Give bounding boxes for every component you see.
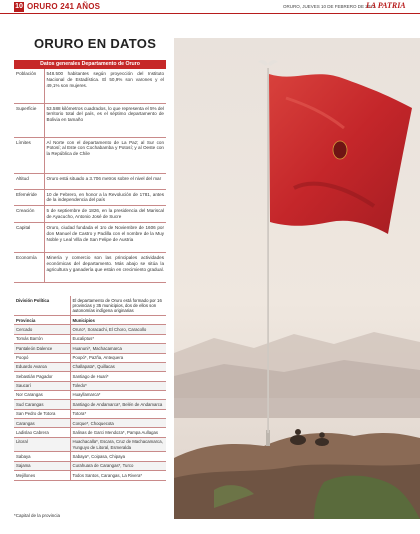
table-row: [14, 103, 166, 137]
table-row: [14, 253, 166, 283]
general-data-caption: Datos generales Departamento de Oruro: [14, 60, 166, 69]
row-value: 5 de septiembre de 1826, en la presidencia del Mariscal de Ayacucho, Antonio José de Sucre: [44, 206, 166, 223]
province-name: Sud Carangas: [14, 400, 70, 409]
table-row: [14, 223, 166, 253]
table-row: [14, 137, 166, 173]
division-label: División Política: [14, 296, 70, 316]
table-row: [14, 372, 166, 381]
division-header-row: [14, 316, 166, 325]
table-row: [14, 325, 166, 334]
section-title: ORURO 241 AÑOS: [27, 2, 101, 11]
division-intro-row: [14, 296, 166, 316]
table-row: [14, 471, 166, 480]
row-value: 548.500 habitantes según proyección del Instituto Nacional de Estadística. El 50,9% son varones y el 49,1% son mujeres.: [44, 69, 166, 103]
seated-person-head: [295, 429, 301, 435]
table-row: [14, 334, 166, 343]
province-name: Poopó: [14, 353, 70, 362]
table-row: [14, 344, 166, 353]
province-name: Sabaya: [14, 452, 70, 461]
municipalities-list: Curahuara de Carangas*, Turco: [70, 461, 166, 470]
table-row: [14, 69, 166, 103]
table-row: [14, 206, 166, 223]
row-label: Economía: [14, 253, 44, 283]
row-value: Oruro, ciudad fundada el 1ro de Noviembre de 1606 por don Manuel de Castro y Padilla con el nombre de la Muy Noble y Leal Villa de San Felipe de Austria: [44, 223, 166, 253]
table-row: [14, 173, 166, 189]
municipalities-list: Toledo*: [70, 381, 166, 390]
municipalities-list: Challapata*, Quillacas: [70, 362, 166, 371]
general-data-table: [14, 60, 166, 283]
table-row: [14, 452, 166, 461]
table-row: [14, 400, 166, 409]
table-row: [14, 381, 166, 390]
province-name: Litoral: [14, 437, 70, 452]
province-name: Ladislao Cabrera: [14, 428, 70, 437]
municipalities-list: Corque*, Choquecota: [70, 419, 166, 428]
municipalities-list: Sabaya*, Coipasa, Chipaya: [70, 452, 166, 461]
municipalities-list: Oruro*, Soracachi, El Choro, Caracollo: [70, 325, 166, 334]
table-row: [14, 428, 166, 437]
row-label: Altitud: [14, 173, 44, 189]
municipalities-list: Todos Santos, Carangas, La Rivera*: [70, 471, 166, 480]
municipalities-list: Poopó*, Pazña, Antequera: [70, 353, 166, 362]
municipalities-list: Huayllamarca*: [70, 390, 166, 399]
province-name: Saucarí: [14, 381, 70, 390]
municipalities-list: Salinas de Garci Mendoza*, Pampa Aullagas: [70, 428, 166, 437]
province-name: Carangas: [14, 419, 70, 428]
row-value: 10 de Febrero, en honor a la Revolución de 1781, antes de la independencia del país: [44, 189, 166, 206]
page-number: 10: [15, 3, 23, 10]
province-name: Tomás Barrón: [14, 334, 70, 343]
row-value: Minería y comercio son las principales actividades económicas del departamento. Más abajo se sitúa la agricultura y ganadería que están en crecimiento gradual.: [44, 253, 166, 283]
flag-photo: [174, 38, 420, 519]
province-name: San Pedro de Totora: [14, 409, 70, 418]
province-name: Sebastián Pagador: [14, 372, 70, 381]
province-name: Cercado: [14, 325, 70, 334]
province-name: Sajama: [14, 461, 70, 470]
municipalities-list: Eucaliptus*: [70, 334, 166, 343]
table-row: [14, 409, 166, 418]
row-label: Superficie: [14, 103, 44, 137]
flag-photo-illustration: [174, 38, 420, 519]
municipalities-column-header: Municipios: [70, 316, 166, 325]
row-label: Capital: [14, 223, 44, 253]
seated-person: [290, 435, 306, 445]
table-row: [14, 189, 166, 206]
seated-person: [315, 438, 329, 446]
municipalities-list: Santiago de Andamarca*, Belén de Andamarca: [70, 400, 166, 409]
province-name: Eduardo Avaroa: [14, 362, 70, 371]
flagpole: [267, 68, 269, 433]
province-column-header: Provincia: [14, 316, 70, 325]
coat-of-arms-icon: [333, 141, 347, 159]
newspaper-masthead: LA PATRIA: [366, 1, 406, 10]
political-division-table: [14, 296, 166, 481]
page-header: [0, 0, 420, 14]
municipalities-list: Huachacalla*, Escara, Cruz de Machacamarca, Yunguyo de Litoral, Esmeralda: [70, 437, 166, 452]
table-row: [14, 419, 166, 428]
row-value: 53.588 kilómetros cuadrados, lo que representa el 5% del territorio total del país, es el séptimo departamento de Bolivia en tamaño: [44, 103, 166, 137]
province-name: Nor Carangas: [14, 390, 70, 399]
page-title: ORURO EN DATOS: [34, 36, 157, 51]
table-row: [14, 353, 166, 362]
row-label: Límites: [14, 137, 44, 173]
row-label: Creación: [14, 206, 44, 223]
municipalities-list: Totora*: [70, 409, 166, 418]
table-row: [14, 390, 166, 399]
row-value: Al Norte con el departamento de La Paz; al Sur con Potosí; al Este con Cochabamba y Potosí; y al Oeste con la República de Chile: [44, 137, 166, 173]
table-row: [14, 437, 166, 452]
municipalities-list: Santiago de Huari*: [70, 372, 166, 381]
province-name: Pantaleón Dalence: [14, 344, 70, 353]
row-label: Efeméride: [14, 189, 44, 206]
row-label: Población: [14, 69, 44, 103]
issue-date: ORURO, JUEVES 10 DE FEBRERO DE 2022: [283, 4, 376, 9]
province-name: Mejillones: [14, 471, 70, 480]
table-row: [14, 461, 166, 470]
division-value: El departamento de Oruro está formado por 16 provincias y 35 municipios, dos de ellos son autonomías indígena originarias: [70, 296, 166, 316]
footnote: *Capital de la provincia: [14, 513, 61, 518]
table-row: [14, 362, 166, 371]
seated-person-head: [319, 432, 325, 438]
row-value: Oruro está situado a 3.706 metros sobre el nivel del mar: [44, 173, 166, 189]
municipalities-list: Huanuni*, Machacamarca: [70, 344, 166, 353]
